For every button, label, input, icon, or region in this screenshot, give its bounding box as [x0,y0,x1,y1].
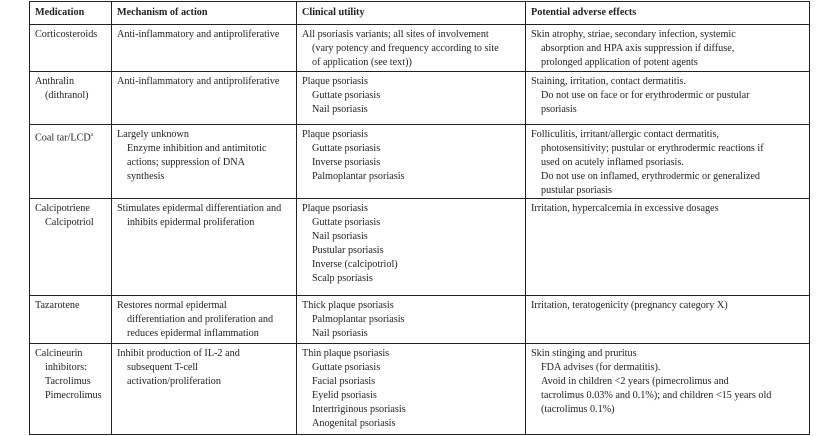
cell-line [302,89,521,103]
cell-line [117,156,292,170]
cell-text: Avoid in children <2 years (pimecrolimus and [541,376,729,387]
cell-line [531,75,805,89]
cell-text: Stimulates epidermal differentiation and [117,203,282,214]
cell-text: Largely unknown [117,129,189,140]
cell-line [302,299,521,313]
cell-utility [297,125,526,199]
cell-line [531,42,805,56]
table-row [30,344,810,435]
cell-line [117,142,292,156]
cell-text: Palmoplantar psoriasis [312,171,405,182]
cell-medication [30,199,112,296]
cell-line [302,170,521,184]
header-clinical-utility: Clinical utility [297,2,526,25]
cell-line [35,216,107,230]
cell-text: Plaque psoriasis [302,203,368,214]
cell-utility [297,25,526,72]
cell-line [302,361,521,375]
cell-text: Guttate psoriasis [312,362,381,373]
cell-text: Guttate psoriasis [312,143,381,154]
cell-mechanism [112,199,297,296]
cell-text: Staining, irritation, contact dermatitis. [531,76,687,87]
cell-line [302,156,521,170]
cell-text: actions; suppression of DNA [127,157,245,168]
cell-text: Nail psoriasis [312,328,368,339]
cell-text: reduces epidermal inflammation [127,328,259,339]
cell-line [302,142,521,156]
cell-line [531,170,805,184]
cell-text: Plaque psoriasis [302,76,368,87]
cell-text: absorption and HPA axis suppression if diffuse, [541,43,735,54]
cell-text: Irritation, hypercalcemia in excessive dosages [531,203,719,214]
cell-line [531,403,805,417]
cell-medication [30,72,112,125]
table-row [30,72,810,125]
header-adverse-effects: Potential adverse effects [526,2,810,25]
cell-line [117,361,292,375]
cell-line [531,142,805,156]
cell-text: Pimecrolimus [45,390,102,401]
cell-line [531,375,805,389]
cell-text: Tacrolimus [45,376,91,387]
cell-line [35,28,107,42]
cell-text: used on acutely inflamed psoriasis. [541,157,684,168]
cell-line [302,128,521,142]
cell-line [302,272,521,286]
cell-line [531,361,805,375]
table-row [30,125,810,199]
cell-line [117,202,292,216]
cell-text: Folliculitis, irritant/allergic contact dermatitis, [531,129,719,140]
cell-medication [30,25,112,72]
cell-mechanism [112,296,297,344]
table-row [30,296,810,344]
cell-line [302,403,521,417]
cell-text: Inhibit production of IL-2 and [117,348,240,359]
cell-text: of application (see text)) [312,57,412,68]
cell-line [302,375,521,389]
cell-text: Guttate psoriasis [312,90,381,101]
cell-medication [30,296,112,344]
cell-text: Skin stinging and pruritus [531,348,637,359]
cell-text: Coal tar/LCD [35,132,91,144]
cell-line [302,347,521,361]
header-row [30,2,810,25]
table-row [30,25,810,72]
cell-text: Anti-inflammatory and antiproliferative [117,76,280,87]
cell-text: Palmoplantar psoriasis [312,314,405,325]
cell-text: Calcipotriene [35,203,90,214]
footnote-marker[interactable]: a [90,132,94,138]
cell-text: prolonged application of potent agents [541,57,698,68]
cell-utility [297,296,526,344]
cell-text: (vary potency and frequency according to site [312,43,499,54]
cell-text: Enzyme inhibition and antimitotic [127,143,267,154]
cell-utility [297,199,526,296]
cell-text: Eyelid psoriasis [312,390,377,401]
cell-mechanism [112,72,297,125]
cell-text: Corticosteroids [35,29,98,40]
cell-text: Restores normal epidermal [117,300,227,311]
cell-line [531,347,805,361]
cell-line [531,299,805,313]
cell-line [302,42,521,56]
cell-text: tacrolimus 0.03% and 0.1%); and children <15 years old [541,390,772,401]
cell-text: Do not use on inflamed, erythrodermic or generalized [541,171,760,182]
cell-line [35,75,107,89]
cell-line [302,28,521,42]
cell-line [531,89,805,103]
cell-text: Intertriginous psoriasis [312,404,406,415]
cell-text: (dithranol) [45,90,89,101]
cell-text: FDA advises (for dermatitis). [541,362,661,373]
cell-line [302,389,521,403]
cell-mechanism [112,344,297,435]
cell-text: Inverse (calcipotriol) [312,259,398,270]
table-row [30,199,810,296]
cell-text: Nail psoriasis [312,231,368,242]
cell-text: (tacrolimus 0.1%) [541,404,615,415]
cell-line [35,202,107,216]
cell-line [35,347,107,361]
cell-text: Guttate psoriasis [312,217,381,228]
cell-line [117,375,292,389]
cell-text: Anti-inflammatory and antiproliferative [117,29,280,40]
cell-line [35,89,107,103]
cell-line [302,258,521,272]
cell-utility [297,344,526,435]
cell-adverse [526,344,810,435]
cell-mechanism [112,125,297,199]
cell-line [531,28,805,42]
cell-text: pustular psoriasis [541,185,613,196]
cell-line [302,75,521,89]
cell-text: synthesis [127,171,165,182]
cell-adverse [526,296,810,344]
cell-adverse [526,72,810,125]
cell-line [531,184,805,198]
cell-text: Calcipotriol [45,217,94,228]
cell-text: Thick plaque psoriasis [302,300,394,311]
cell-adverse [526,199,810,296]
cell-line [117,299,292,313]
cell-text: Skin atrophy, striae, secondary infection, systemic [531,29,736,40]
cell-line [117,347,292,361]
cell-line [117,170,292,184]
cell-text: Tazarotene [35,300,80,311]
cell-line [35,375,107,389]
cell-text: Scalp psoriasis [312,273,373,284]
cell-text: Do not use on face or for erythrodermic or pustular [541,90,750,101]
cell-mechanism [112,25,297,72]
cell-text: Facial psoriasis [312,376,376,387]
cell-line [302,313,521,327]
cell-text: inhibits epidermal proliferation [127,217,255,228]
cell-line [117,28,292,42]
cell-line [302,56,521,70]
cell-line [531,128,805,142]
cell-text: activation/proliferation [127,376,221,387]
cell-text: Nail psoriasis [312,104,368,115]
header-medication: Medication [30,2,112,25]
cell-text: differentiation and proliferation and [127,314,274,325]
cell-line [117,75,292,89]
cell-line [35,389,107,403]
cell-line [302,103,521,117]
cell-text: Plaque psoriasis [302,129,368,140]
cell-line [302,327,521,341]
cell-text: Anthralin [35,76,75,87]
cell-line [531,156,805,170]
cell-line [531,103,805,117]
cell-medication [30,344,112,435]
cell-line [302,230,521,244]
cell-line [531,389,805,403]
cell-line [117,327,292,341]
cell-text: subsequent T-cell [127,362,199,373]
cell-text: Inverse psoriasis [312,157,381,168]
cell-line [302,202,521,216]
cell-line [35,361,107,375]
cell-text: Calcineurin [35,348,83,359]
cell-adverse [526,125,810,199]
cell-line [117,216,292,230]
header-mechanism: Mechanism of action [112,2,297,25]
cell-line [302,244,521,258]
cell-text: Irritation, teratogenicity (pregnancy category X) [531,300,728,311]
cell-utility [297,72,526,125]
cell-line [302,417,521,431]
cell-text: Thin plaque psoriasis [302,348,390,359]
cell-line [35,299,107,313]
medication-table [29,1,810,435]
cell-text: Anogenital psoriasis [312,418,396,429]
cell-line [531,56,805,70]
cell-line [531,202,805,216]
cell-text: Pustular psoriasis [312,245,384,256]
cell-line [117,313,292,327]
cell-line [117,128,292,142]
cell-text: photosensitivity; pustular or erythrodermic reactions if [541,143,764,154]
cell-text: All psoriasis variants; all sites of involvement [302,29,489,40]
cell-line [302,216,521,230]
cell-text: psoriasis [541,104,577,115]
cell-medication [30,125,112,199]
cell-text: inhibitors: [45,362,87,373]
cell-line [35,128,107,145]
cell-adverse [526,25,810,72]
